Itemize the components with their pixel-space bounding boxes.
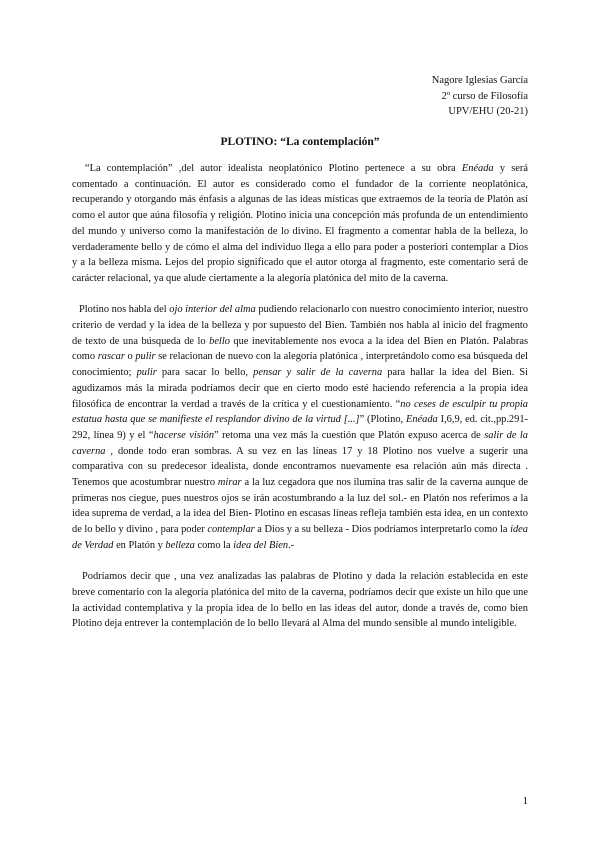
text-run: .- <box>288 539 295 551</box>
text-run: Podríamos decir que , una vez analizadas las palabras de Plotino y dada la relación establecida en este breve comentario con la alegoría platónica del mito de la caverna, podríamos decir que existe un hilo que une la actividad contemplativa y la propia idea de lo bello en las ideas del autor, donde a través de, como bien Plotino deja entrever la contemplación de lo bello llevará al Alma del mundo sensible al mundo inteligible. <box>72 571 528 630</box>
italic-text-run: Enéada <box>406 414 438 426</box>
text-run: a la luz cegadora que nos ilumina tras salir de la caverna aunque de primeras nos ciegue, pues nuestros ojos se irán acostumbrando a la luz del sol.- en Platón nos referimos a la idea suprema de verdad, a la idea del Bien- Plotino en escasas líneas refleja también esta idea, en un contexto de lo bello y divino , para poder <box>72 477 529 536</box>
text-run: a Dios y a su belleza - Dios podríamos interpretarlo como la <box>254 524 511 536</box>
text-run: para hallar la idea del Bien. Si agudizamos más la mirada podríamos decir que en cierto modo esté haciendo referencia a la propia idea filosófica de encontrar la verdad a través de la crítica y el cuestionamiento. “ <box>72 367 528 410</box>
page-number: 1 <box>522 795 528 807</box>
course-line: 2º curso de Filosofía <box>441 90 528 102</box>
paragraph-3 <box>72 569 528 632</box>
text-run: “La contemplación” ,del autor idealista neoplatónico Plotino pertenece a su obra <box>85 163 462 174</box>
italic-text-run: rascar <box>97 351 125 363</box>
text-run: I,6,9, ed. cit.,pp.291-292, línea 9) y el “ <box>72 414 528 441</box>
text-run: para sacar lo bello, <box>156 367 254 379</box>
italic-text-run: pulir <box>135 351 156 363</box>
italic-text-run: idea del Bien <box>233 539 289 551</box>
author-name: Nagore Iglesias García <box>431 75 528 86</box>
italic-text-run: idea de Verdad <box>72 524 528 551</box>
italic-text-run: Enéada <box>461 163 494 174</box>
paragraph-2 <box>72 302 528 553</box>
italic-text-run: ojo interior del alma <box>169 304 256 316</box>
text-run: que inevitablemente nos evoca a la idea del Bien en Platón. Palabras como <box>72 335 528 363</box>
text-run: , donde todo eran sombras. A su vez en las líneas 17 y 18 Plotino nos vuelve a sugerir una comparativa con su predecesor idealista, donde encontramos nuevamente esa relación aún más directa . Tenemos que acostumbrar nuestro <box>72 445 528 489</box>
author-header <box>432 73 528 120</box>
italic-text-run: belleza <box>165 539 195 551</box>
text-run: ” retoma una vez más la cuestión que Platón expuso acerca de <box>214 429 485 441</box>
paragraph-1 <box>72 161 528 287</box>
document-body <box>72 161 528 648</box>
text-run: o <box>124 351 136 363</box>
text-run: se relacionan de nuevo con la alegoría platónica , interpretándolo como esa búsqueda del conocimiento; <box>72 351 528 379</box>
italic-text-run: mirar <box>217 477 242 489</box>
italic-text-run: contemplar <box>207 524 255 536</box>
italic-text-run: no ceses de esculpir tu propia estatua hasta que se manifieste el resplandor divino de la virtud [...] <box>72 398 528 426</box>
text-run: Plotino nos habla del <box>79 304 170 316</box>
italic-text-run: pensar y salir de la caverna <box>253 367 383 379</box>
text-run: pudiendo relacionarlo con nuestro conocimiento interior, nuestro criterio de verdad y la idea de la belleza y por supuesto del Bien. También nos habla al inicio del fragmento de texto de una búsqueda de lo <box>72 304 529 347</box>
text-run: y será comentado a continuación. El autor es considerado como el fundador de la corriente neoplatónica, recuperando y otorgando más énfasis a algunas de las ideas místicas que extraemos de la teoría de Platón así como el autor que aúna filosofía y religión. Plotino inicia una concepción más profunda de un entendimiento del mundo y universo como la manifestación de lo divino. El fragmento a comentar habla de la belleza, lo verdaderamente bello y de cómo el alma del individuo llega a ello para poder a posteriori contemplar a Dios y a la belleza misma. Lejos del propio significado que el autor otorga al fragmento, este comentario será de carácter relacional, ya que alude ciertamente a la alegoría platónica del mito de la caverna. <box>72 163 528 284</box>
institution-line: UPV/EHU (20-21) <box>448 106 528 117</box>
italic-text-run: pulir <box>136 367 157 379</box>
text-run: como la <box>194 539 234 551</box>
italic-text-run: hacerse visión <box>153 429 215 441</box>
italic-text-run: salir de la caverna <box>72 429 528 457</box>
italic-text-run: bello <box>209 335 230 347</box>
document-title: PLOTINO: “La contemplación” <box>220 136 380 148</box>
text-run: en Platón y <box>113 539 166 551</box>
text-run: ” (Plotino, <box>359 414 406 426</box>
